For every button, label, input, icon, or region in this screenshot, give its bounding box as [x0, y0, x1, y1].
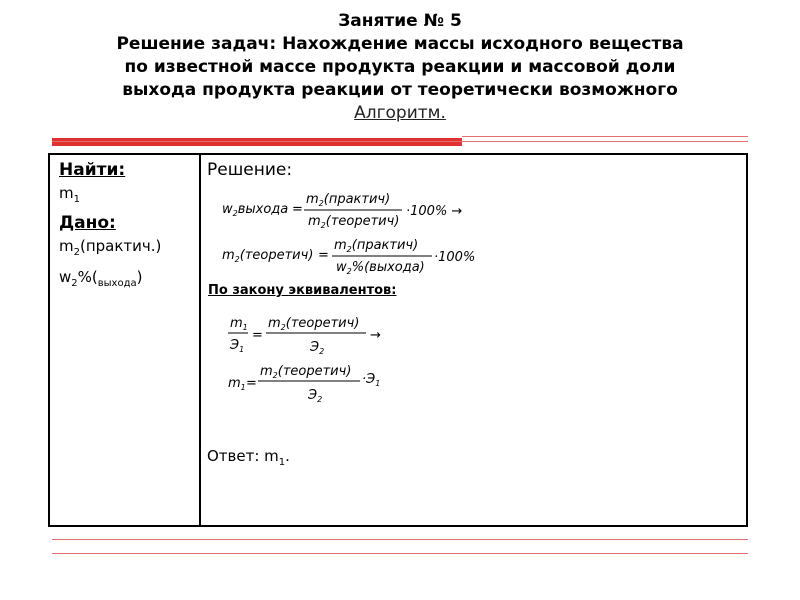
svg-text:Э2: $Э_2$	[308, 388, 323, 404]
given-heading: Дано:	[59, 213, 116, 233]
top-thin-rule	[462, 136, 748, 137]
column-divider	[199, 155, 201, 525]
title-line-3: по известной массе продукта реакции и массовой доли	[124, 57, 676, 77]
find-value: $m_1$	[59, 184, 80, 205]
svg-text:m2(теоретич): $m_2(теоретич)$	[260, 364, 352, 380]
formula-theoretical-mass	[218, 235, 498, 285]
formula-yield	[218, 191, 488, 241]
svg-text:·100% →: ·100% →	[406, 204, 463, 219]
svg-text:w2выхода: $w_2выхода$	[222, 202, 289, 218]
title-line-2: Решение задач: Нахождение массы исходного вещества	[116, 34, 684, 54]
bottom-thin-rule-2	[52, 553, 748, 554]
svg-text:=: =	[252, 328, 263, 343]
svg-text:=: =	[318, 248, 329, 263]
svg-text:Э2: $Э_2$	[310, 340, 325, 356]
given-yield: $w_2\%(_{выхода})$	[59, 268, 143, 289]
solution-heading: Решение:	[207, 160, 293, 180]
formula-equivalents	[226, 313, 446, 363]
title-algorithm: Алгоритм.	[354, 103, 446, 123]
title-line-1: Занятие № 5	[338, 11, 462, 31]
bottom-thin-rule	[52, 539, 748, 540]
svg-text:m2(практич): $m_2(практич)$	[334, 238, 419, 254]
find-heading: Найти:	[59, 160, 126, 180]
given-mass: $m_2(практич.)$	[59, 237, 162, 258]
red-accent-bar	[52, 138, 462, 146]
svg-text:·100%: ·100%	[434, 250, 476, 265]
page-title	[40, 10, 760, 125]
svg-text:w2%(выхода): $w_2\%(выхода)$	[336, 260, 425, 276]
svg-text:=: =	[246, 376, 257, 391]
svg-text:m1: $m_1$	[230, 316, 248, 332]
svg-text:→: →	[370, 328, 381, 343]
given-column	[59, 159, 197, 296]
equivalents-law-heading: По закону эквивалентов:	[208, 283, 397, 298]
title-line-4: выхода продукта реакции от теоретически возможного	[122, 80, 678, 100]
svg-text:=: =	[292, 202, 303, 217]
svg-text:m2(практич): $m_2(практич)$	[306, 192, 391, 208]
svg-text:m2(теоретич): $m_2(теоретич)$	[222, 248, 314, 264]
answer-line: Ответ: $m_1$.	[207, 447, 290, 468]
formula-result	[226, 361, 446, 411]
svg-text:m2(теоретич): $m_2(теоретич)$	[308, 214, 400, 230]
solution-column	[207, 159, 737, 181]
svg-text:·Э1: $\cdot Э_1$	[362, 372, 381, 388]
svg-text:Э1: $Э_1$	[230, 338, 245, 354]
top-thin-rule-2	[52, 141, 748, 142]
svg-text:m1: $m_1$	[228, 376, 246, 392]
task-table	[48, 153, 748, 527]
svg-text:m2(теоретич): $m_2(теоретич)$	[268, 316, 360, 332]
